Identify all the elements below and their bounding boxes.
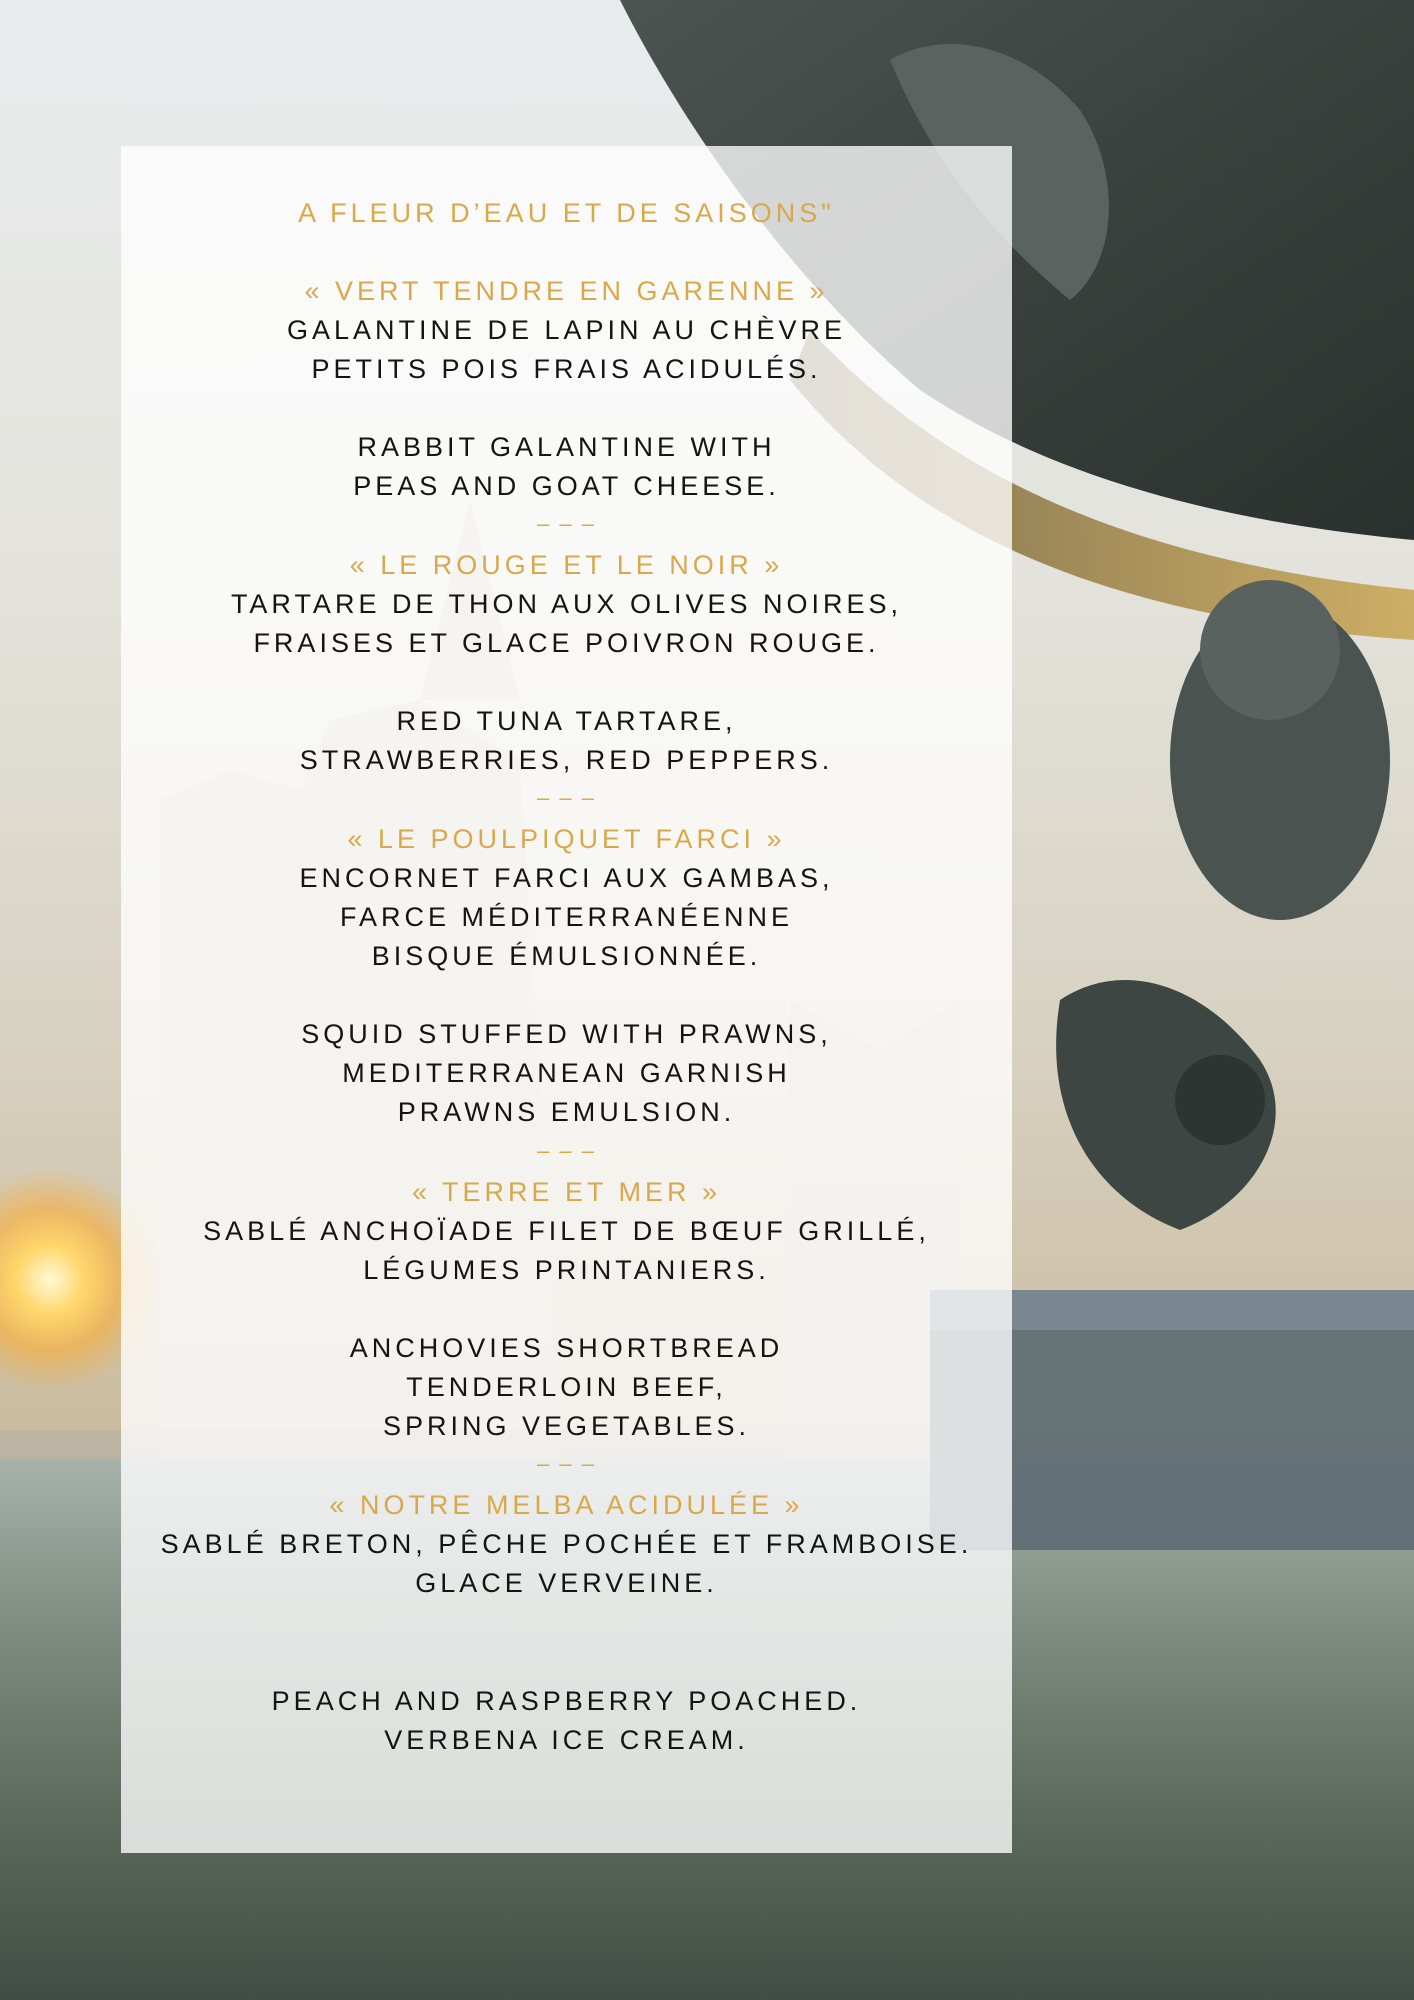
course-3-en-line-2: MEDITERRANEAN GARNISH [342,1058,791,1088]
course-4-fr-line-2: LÉGUMES PRINTANIERS. [363,1255,770,1285]
course-5-en-line-1: PEACH AND RASPBERRY POACHED. [271,1686,862,1716]
course-title-3: « LE POULPIQUET FARCI » [347,824,786,854]
course-4-en-line-3: SPRING VEGETABLES. [382,1411,751,1441]
course-2-en-line-2: STRAWBERRIES, RED PEPPERS. [299,745,834,775]
course-1-fr-line-2: PETITS POIS FRAIS ACIDULÉS. [311,354,822,384]
course-2-fr-line-2: FRAISES ET GLACE POIVRON ROUGE. [253,628,880,658]
course-2-fr-line-1: TARTARE DE THON AUX OLIVES NOIRES, [230,589,903,619]
course-title-5: « NOTRE MELBA ACIDULÉE » [329,1490,804,1520]
course-title-2: « LE ROUGE ET LE NOIR » [349,550,784,580]
course-2-en-line-1: RED TUNA TARTARE, [396,706,737,736]
course-5-en-line-2: VERBENA ICE CREAM. [384,1725,749,1755]
course-5-fr-line-1: SABLÉ BRETON, PÊCHE POCHÉE ET FRAMBOISE. [160,1529,973,1559]
course-3-en-line-1: SQUID STUFFED WITH PRAWNS, [301,1019,832,1049]
separator-4: – – – [537,1451,596,1476]
separator-2: – – – [537,785,596,810]
course-5-fr-line-2: GLACE VERVEINE. [415,1568,718,1598]
separator-1: – – – [537,511,596,536]
course-3-fr-line-2: FARCE MÉDITERRANÉENNE [339,902,794,932]
course-4-fr-line-1: SABLÉ ANCHOÏADE FILET DE BŒUF GRILLÉ, [203,1216,930,1246]
course-3-fr-line-3: BISQUE ÉMULSIONNÉE. [371,941,762,971]
course-title-1: « VERT TENDRE EN GARENNE » [304,276,829,306]
course-4-en-line-1: ANCHOVIES SHORTBREAD [349,1333,784,1363]
menu-title: A FLEUR D’EAU ET DE SAISONS" [298,198,835,228]
course-4-en-line-2: TENDERLOIN BEEF, [406,1372,727,1402]
course-title-4: « TERRE ET MER » [411,1177,722,1207]
course-1-en-line-2: PEAS AND GOAT CHEESE. [353,471,780,501]
separator-3: – – – [537,1138,596,1163]
course-3-en-line-3: PRAWNS EMULSION. [397,1097,736,1127]
course-1-fr-line-1: GALANTINE DE LAPIN AU CHÈVRE [286,315,847,345]
course-3-fr-line-1: ENCORNET FARCI AUX GAMBAS, [299,863,834,893]
course-1-en-line-1: RABBIT GALANTINE WITH [357,432,776,462]
